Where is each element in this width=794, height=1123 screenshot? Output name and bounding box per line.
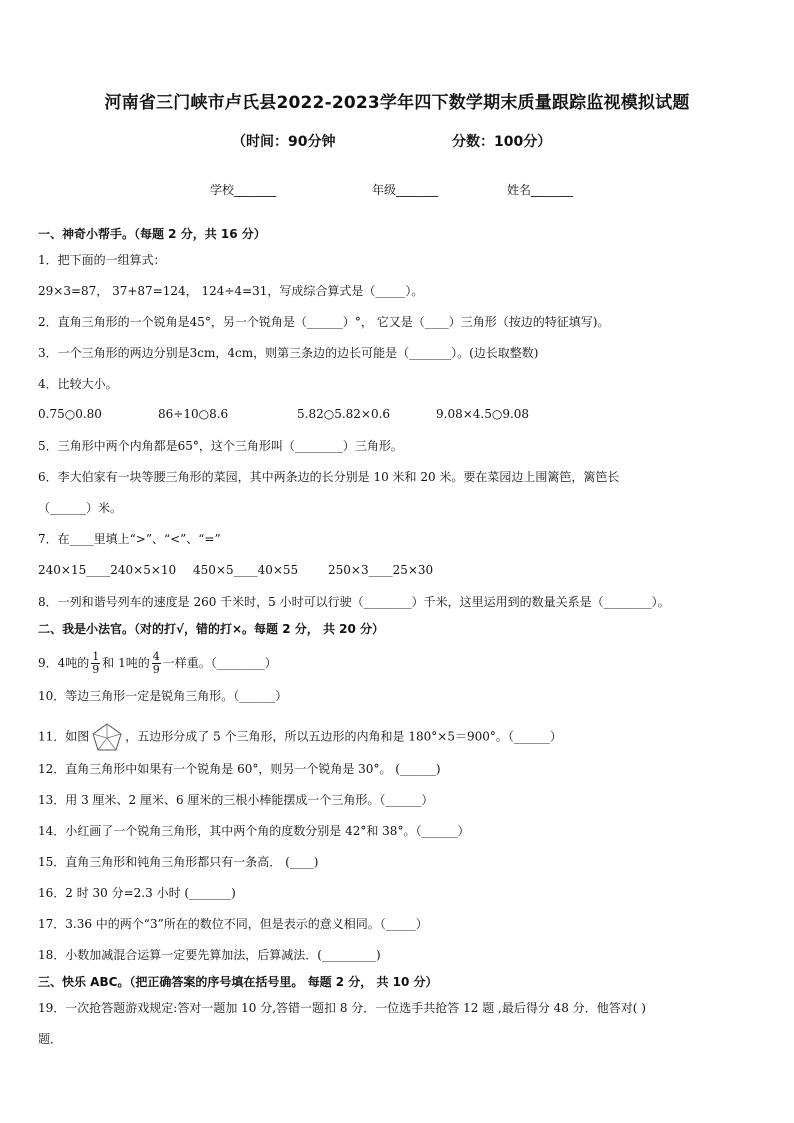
question-10: 10．等边三角形一定是锐角三角形。（______） bbox=[38, 689, 288, 703]
exam-score: 分数：100分） bbox=[452, 134, 552, 150]
exam-title: 河南省三门峡市卢氏县2022-2023学年四下数学期末质量跟踪监视模拟试题 bbox=[104, 93, 690, 113]
question-3: 3．一个三角形的两边分别是3cm，4cm，则第三条边的边长可能是（_______）。(边长取整数) bbox=[38, 346, 539, 360]
question-7-item-b: 450×5____40×55 bbox=[193, 563, 299, 577]
question-7-item-c: 250×3____25×30 bbox=[328, 563, 434, 577]
school-field[interactable]: 学校_______ bbox=[210, 183, 277, 197]
grade-field[interactable]: 年级_______ bbox=[372, 183, 439, 197]
question-4: 4．比较大小。 bbox=[38, 377, 118, 391]
section-2-heading: 二、我是小法官。（对的打√，错的打×。每题 2 分， 共 20 分） bbox=[38, 622, 384, 636]
fraction-one-ninth bbox=[91, 651, 100, 676]
section-1-heading: 一、神奇小帮手。（每题 2 分，共 16 分） bbox=[38, 227, 266, 241]
fraction-denominator: 9 bbox=[92, 663, 100, 676]
fraction-four-ninths bbox=[152, 651, 161, 676]
question-11-part-a: 11．如图 bbox=[38, 729, 90, 744]
question-11 bbox=[38, 722, 562, 752]
question-2: 2．直角三角形的一个锐角是45°，另一个锐角是（______）°， 它又是（____）三角形（按边的特征填写)。 bbox=[38, 315, 610, 329]
fraction-numerator: 1 bbox=[92, 650, 100, 663]
question-13: 13．用 3 厘米、2 厘米、6 厘米的三根小棒能摆成一个三角形。（______） bbox=[38, 793, 434, 807]
question-9-part-b: 和 1吨的 bbox=[102, 656, 150, 670]
fraction-numerator: 4 bbox=[152, 650, 160, 663]
question-19: 19．一次抢答题游戏规定:答对一题加 10 分,答错一题扣 8 分．一位选手共抢答 12 题 ,最后得分 48 分．他答对( ) bbox=[38, 1001, 646, 1015]
question-16: 16．2 时 30 分=2.3 小时 (_______) bbox=[38, 886, 236, 900]
name-field[interactable]: 姓名_______ bbox=[507, 183, 574, 197]
question-18: 18．小数加减混合运算一定要先算加法，后算减法．(_________) bbox=[38, 948, 381, 962]
question-12: 12．直角三角形中如果有一个锐角是 60°，则另一个锐角是 30°。 (______) bbox=[38, 762, 441, 776]
question-8: 8．一列和谐号列车的速度是 260 千米时，5 小时可以行驶（________）千米，这里运用到的数量关系是（________）。 bbox=[38, 595, 670, 609]
question-1-expressions: 29×3=87， 37+87=124， 124÷4=31，写成综合算式是（_____）。 bbox=[38, 284, 424, 298]
question-9 bbox=[38, 651, 277, 676]
question-4-item-d: 9.08×4.5○9.08 bbox=[436, 407, 530, 421]
pentagon-diagram-icon bbox=[91, 722, 123, 752]
question-17: 17．3.36 中的两个“3”所在的数位不同，但是表示的意义相同。（_____） bbox=[38, 917, 428, 931]
question-4-item-b: 86÷10○8.6 bbox=[158, 407, 229, 421]
fraction-denominator: 9 bbox=[152, 663, 160, 676]
question-7-item-a: 240×15____240×5×10 bbox=[38, 563, 177, 577]
question-9-part-a: 9．4吨的 bbox=[38, 656, 90, 670]
question-4-item-c: 5.82○5.82×0.6 bbox=[297, 407, 391, 421]
question-11-part-b: ，五边形分成了 5 个三角形，所以五边形的内角和是 180°×5＝900°。（______） bbox=[125, 729, 562, 744]
question-19-continued: 题． bbox=[38, 1032, 63, 1046]
question-7: 7．在____里填上“>”、“<”、“=” bbox=[38, 532, 221, 546]
exam-time: （时间：90分钟 bbox=[232, 134, 336, 150]
question-15: 15．直角三角形和钝角三角形都只有一条高． (____) bbox=[38, 855, 319, 869]
question-6-continued: （______）米。 bbox=[38, 501, 123, 515]
question-14: 14．小红画了一个锐角三角形，其中两个角的度数分别是 42°和 38°。（______） bbox=[38, 824, 470, 838]
question-6: 6．李大伯家有一块等腰三角形的菜园，其中两条边的长分别是 10 米和 20 米。要在菜园边上围篱笆，篱笆长 bbox=[38, 470, 620, 484]
question-9-part-c: 一样重。（________） bbox=[162, 656, 277, 670]
question-4-item-a: 0.75○0.80 bbox=[38, 407, 102, 421]
question-1: 1．把下面的一组算式： bbox=[38, 253, 166, 267]
section-3-heading: 三、快乐 ABC。（把正确答案的序号填在括号里。 每题 2 分， 共 10 分） bbox=[38, 975, 438, 989]
question-5: 5．三角形中两个内角都是65°，这个三角形叫（________）三角形。 bbox=[38, 439, 403, 453]
